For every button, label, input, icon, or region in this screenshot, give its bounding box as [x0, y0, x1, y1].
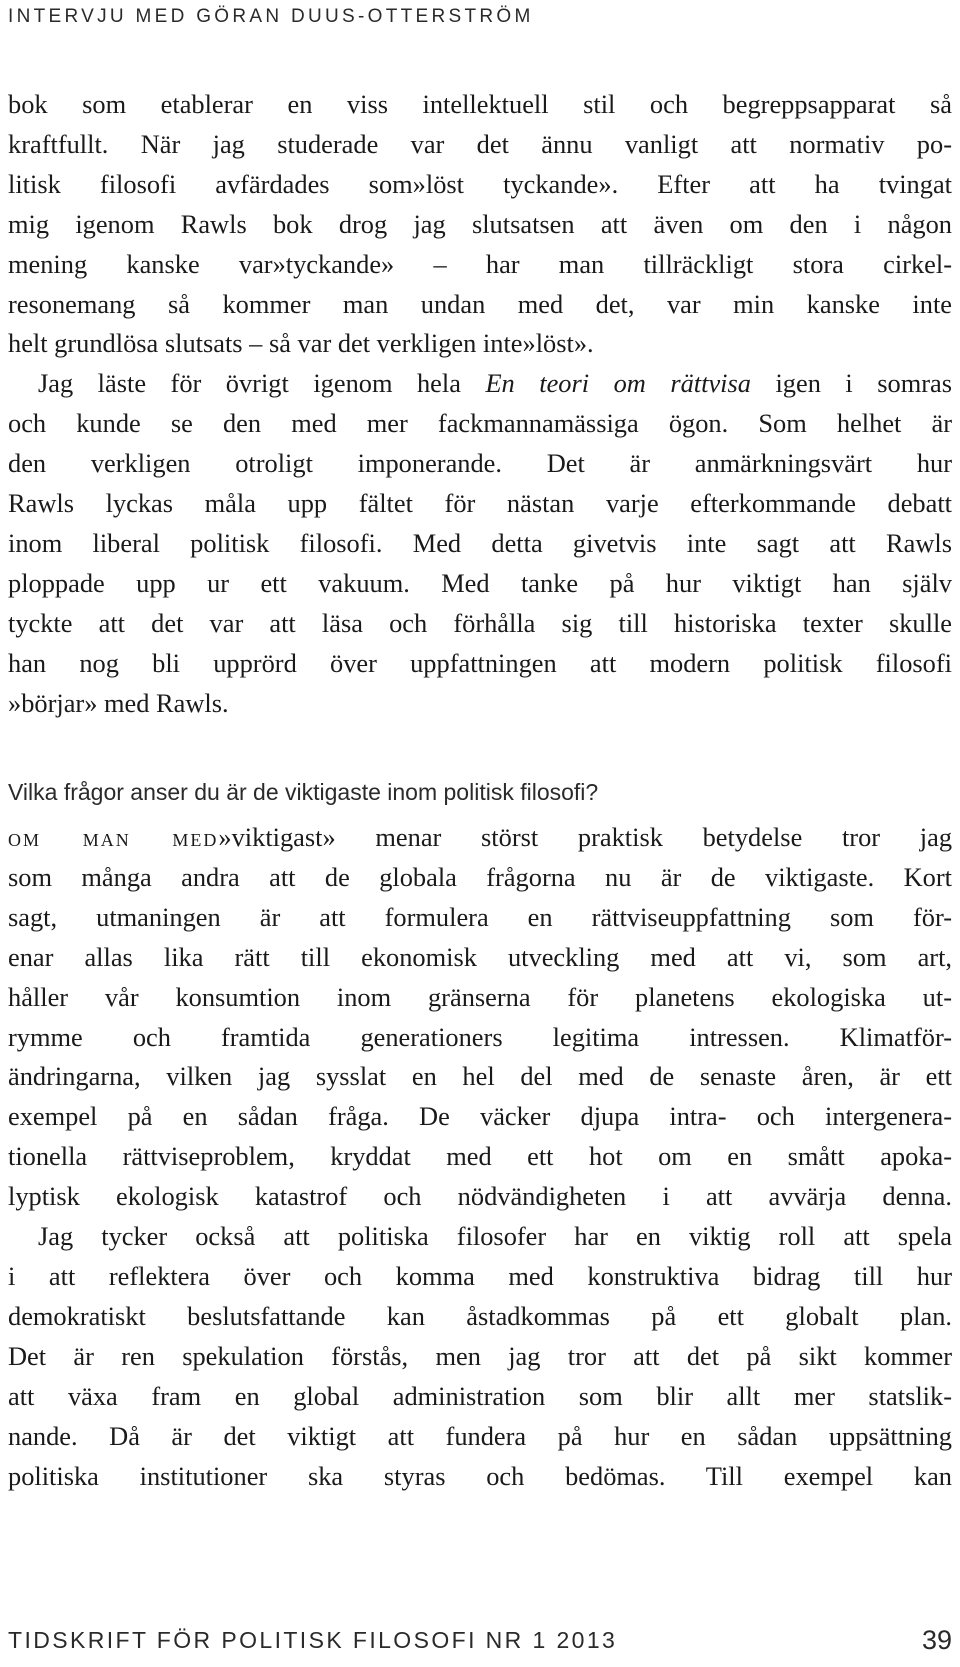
answer-section: [8, 818, 952, 1496]
text-line: i att reflektera över och komma med konstruktiva bidrag till hur: [8, 1260, 952, 1291]
text-line: kraftfullt. När jag studerade var det ännu vanligt att normativ po-: [8, 128, 952, 159]
text-line: och kunde se den med mer fackmannamässiga ögon. Som helhet är: [8, 408, 952, 439]
text-line: ändringarna, vilken jag sysslat en hel del med de senaste åren, är ett: [8, 1061, 952, 1092]
text-line: håller vår konsumtion inom gränserna för planetens ekologiska ut-: [8, 981, 952, 1012]
book-title: En teori om rättvisa: [485, 368, 751, 399]
text-line: sagt, utmaningen är att formulera en rättviseuppfattning som för-: [8, 901, 952, 932]
text-line: Rawls lyckas måla upp fältet för nästan varje efterkommande debatt: [8, 488, 952, 519]
text-line: exempel på en sådan fråga. De väcker djupa intra- och intergenera-: [8, 1101, 952, 1132]
text-line: att växa fram en global administration som blir allt mer statslik-: [8, 1380, 952, 1411]
text-line: han nog bli upprörd över uppfattningen att modern politisk filosofi: [8, 647, 952, 678]
text-line: resonemang så kommer man undan med det, var min kanske inte: [8, 288, 952, 319]
paragraph-first-line: [8, 364, 952, 404]
text-line: politiska institutioner ska styras och bedömas. Till exempel kan: [8, 1460, 952, 1491]
page-number: 39: [921, 1625, 952, 1655]
text-run: »viktigast» menar störst praktisk betydelse tror jag: [218, 822, 952, 852]
body-section-1: [8, 85, 952, 724]
text-line: litisk filosofi avfärdades som»löst tyckande». Efter att ha tvingat: [8, 168, 952, 199]
text-line: helt grundlösa slutsats – så var det verkligen inte»löst».: [8, 328, 594, 359]
text-line: den verkligen otroligt imponerande. Det är anmärkningsvärt hur: [8, 448, 952, 479]
text-run: Jag tycker också att politiska filosofer har en viktig roll att spela: [38, 1221, 952, 1252]
text-run: Jag läste för övrigt igenom hela: [38, 368, 486, 399]
answer-first-line: [8, 818, 952, 858]
paragraph-first-line: [8, 1217, 952, 1257]
interview-question: Vilka frågor anser du är de viktigaste inom politisk filosofi?: [8, 779, 599, 805]
text-line: »börjar» med Rawls.: [8, 687, 229, 718]
running-header: INTERVJU MED GÖRAN DUUS-OTTERSTRÖM: [8, 6, 534, 27]
text-line: mening kanske var»tyckande» – har man tillräckligt stora cirkel-: [8, 248, 952, 279]
text-line: inom liberal politisk filosofi. Med detta givetvis inte sagt att Rawls: [8, 527, 952, 558]
text-line: tyckte att det var att läsa och förhålla sig till historiska texter skulle: [8, 607, 952, 638]
text-line: nande. Då är det viktigt att fundera på hur en sådan uppsättning: [8, 1420, 952, 1451]
lead-in-smallcaps: om man med: [8, 822, 219, 852]
text-line: demokratiskt beslutsfattande kan åstadkommas på ett globalt plan.: [8, 1300, 952, 1331]
text-line: mig igenom Rawls bok drog jag slutsatsen att även om den i någon: [8, 208, 952, 239]
text-line: lyptisk ekologisk katastrof och nödvändigheten i att avvärja denna.: [8, 1181, 952, 1212]
text-line: rymme och framtida generationers legitima intressen. Klimatför-: [8, 1021, 952, 1052]
text-run: igen i somras: [750, 368, 952, 399]
text-line: Det är ren spekulation förstås, men jag tror att det på sikt kommer: [8, 1340, 952, 1371]
text-line: tionella rättviseproblem, kryddat med ett hot om en smått apoka-: [8, 1141, 952, 1172]
text-line: ploppade upp ur ett vakuum. Med tanke på hur viktigt han själv: [8, 567, 952, 598]
text-line: enar allas lika rätt till ekonomisk utveckling med att vi, som art,: [8, 941, 952, 972]
footer-journal-title: TIDSKRIFT FÖR POLITISK FILOSOFI NR 1 2013: [8, 1627, 618, 1653]
text-line: bok som etablerar en viss intellektuell stil och begreppsapparat så: [8, 89, 952, 119]
text-line: som många andra att de globala frågorna nu är de viktigaste. Kort: [8, 861, 952, 892]
